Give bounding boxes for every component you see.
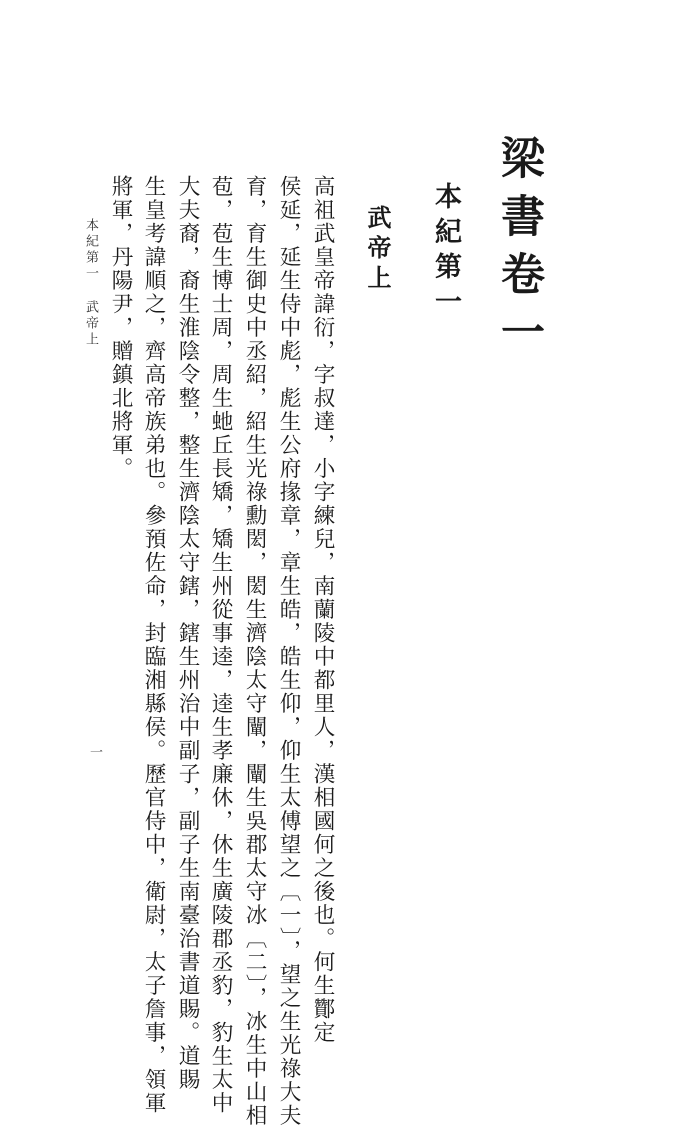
book-title: 梁書卷一 bbox=[493, 135, 544, 367]
margin-running-head bbox=[80, 218, 100, 348]
body-column-1: 高祖武皇帝諱衍，字叔達，小字練兒，南蘭陵中都里人，漢相國何之後也。何生酇定 bbox=[310, 175, 335, 1045]
body-column-6: 生皇考諱順之，齊高帝族弟也。參預佐命，封臨湘縣侯。歷官侍中，衛尉，太子詹事，領軍 bbox=[141, 175, 166, 1115]
body-column-7: 將軍，丹陽尹，贈鎮北將軍。 bbox=[108, 175, 133, 481]
body-column-5: 大夫裔，裔生淮陰令整，整生濟陰太守鎋，鎋生州治中副子，副子生南臺治書道賜。道賜 bbox=[175, 175, 200, 1092]
body-column-3: 育，育生御史中丞紹，紹生光祿勳閎，閎生濟陰太守闡，闡生吳郡太守冰〔二〕，冰生中山相 bbox=[242, 175, 267, 1128]
running-head-chapter: 本紀第一 bbox=[83, 218, 98, 282]
section-title: 武帝上 bbox=[363, 205, 392, 295]
chapter-title: 本紀第一 bbox=[430, 182, 461, 322]
body-column-4: 苞，苞生博士周，周生虵丘長矯，矯生州從事逵，逵生孝廉休，休生廣陵郡丞豹，豹生太中 bbox=[208, 175, 233, 1115]
running-head-section: 武帝上 bbox=[83, 300, 98, 348]
page-number: 一 bbox=[87, 745, 102, 758]
body-column-2: 侯延，延生侍中彪，彪生公府掾章，章生皓，皓生仰，仰生太傅望之〔一〕，望之生光祿大夫 bbox=[276, 175, 301, 1128]
